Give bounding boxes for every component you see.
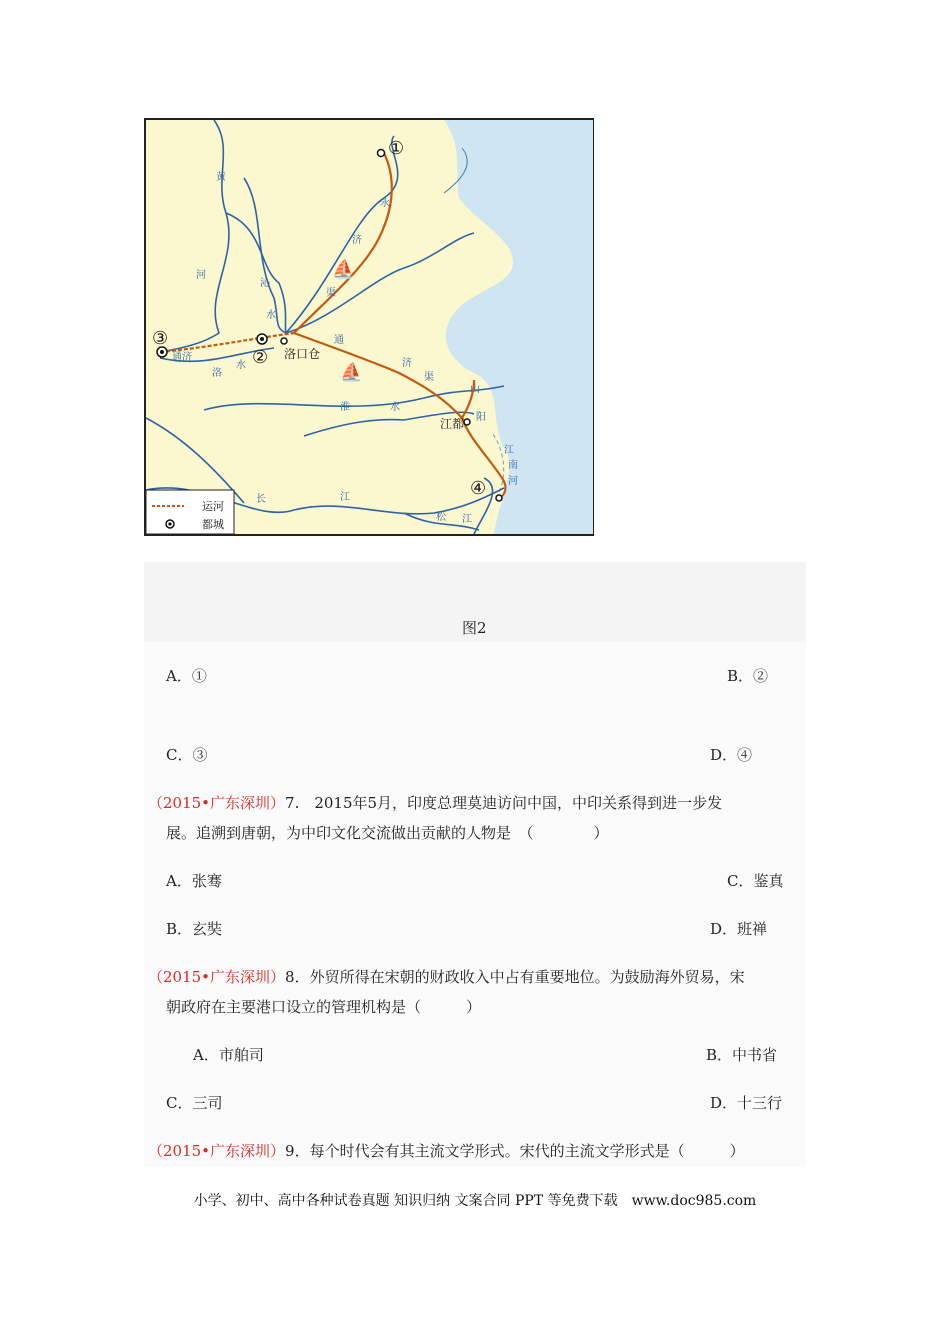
label-qu2: 渠 xyxy=(424,372,434,383)
label-ji1: 济 xyxy=(352,235,362,246)
point-marker xyxy=(378,150,385,157)
q7-option-b: B．玄奘 xyxy=(166,920,223,938)
label-he2: 河 xyxy=(508,476,518,487)
label-p2: ② xyxy=(252,347,269,368)
boat-icon: ⛵ xyxy=(340,362,363,383)
label-p4: ④ xyxy=(470,478,487,499)
label-qu1: 渠 xyxy=(326,288,336,299)
label-jiang3: 江 xyxy=(462,514,472,525)
point-marker xyxy=(496,495,502,501)
q7-stem-1: 7. 2015年5月，印度总理莫迪访问中国，中印关系得到进一步发 xyxy=(285,794,723,812)
legend-capital: 都城 xyxy=(202,518,224,531)
label-tongji: 通济 xyxy=(172,352,192,363)
q7-line1 xyxy=(148,793,722,813)
label-shui2: 水 xyxy=(236,360,246,371)
label-huang: 黄 xyxy=(216,172,226,183)
q8-option-b: B．中书省 xyxy=(706,1046,778,1064)
label-shui: 水 xyxy=(266,310,276,321)
grand-canal-map xyxy=(144,118,594,536)
q8-stem-2: 朝政府在主要港口设立的管理机构是（ ） xyxy=(166,998,482,1016)
point-marker xyxy=(281,338,287,344)
label-shan: 山 xyxy=(470,384,480,395)
label-chang: 长 xyxy=(256,494,266,505)
q8-option-d: D．十三行 xyxy=(710,1094,783,1112)
boat-icon: ⛵ xyxy=(332,259,355,280)
label-p1: ① xyxy=(388,138,405,159)
figure-caption: 图2 xyxy=(462,619,487,637)
question-panel xyxy=(144,562,806,1167)
q7-option-c: C．鉴真 xyxy=(727,872,784,890)
q8-option-a: A．市舶司 xyxy=(193,1046,264,1064)
page-footer: 小学、初中、高中各种试卷真题 知识归纳 文案合同 PPT 等免费下载 www.doc985.com xyxy=(193,1193,757,1209)
label-jiangdu: 江都 xyxy=(440,417,465,431)
label-shui3: 水 xyxy=(390,402,400,413)
q6-option-a: A．① xyxy=(166,667,207,685)
label-p3: ③ xyxy=(152,328,169,349)
q6-option-d: D．④ xyxy=(710,746,753,764)
q7-source: （2015•广东深圳） xyxy=(148,794,286,812)
label-luo: 洛 xyxy=(212,368,222,379)
label-he: 河 xyxy=(196,270,206,281)
q6-option-b: B．② xyxy=(727,667,769,685)
point-marker xyxy=(464,419,470,425)
label-song: 松 xyxy=(436,512,446,523)
q9-stem-1: 9．每个时代会有其主流文学形式。宋代的主流文学形式是（ ） xyxy=(285,1142,745,1160)
q7-stem-2: 展。追溯到唐朝，为中印文化交流做出贡献的人物是 （ ） xyxy=(166,824,609,842)
label-jiang: 江 xyxy=(504,445,514,456)
label-qin: 沁 xyxy=(260,278,270,289)
q8-source: （2015•广东深圳） xyxy=(148,968,286,986)
q7-option-a: A．张骞 xyxy=(166,872,222,890)
map-legend xyxy=(146,490,234,534)
label-ji2: 济 xyxy=(402,358,412,369)
q8-line1 xyxy=(148,967,745,987)
label-yong: 永 xyxy=(380,198,390,209)
legend-canal: 运河 xyxy=(202,500,224,513)
q7-option-d: D．班禅 xyxy=(710,920,768,938)
q8-stem-1: 8．外贸所得在宋朝的财政收入中占有重要地位。为鼓励海外贸易，宋 xyxy=(285,968,745,986)
label-nan: 南 xyxy=(508,460,518,471)
label-huai: 淮 xyxy=(340,402,350,413)
q6-option-c: C．③ xyxy=(166,746,208,764)
q9-line1 xyxy=(148,1141,745,1161)
label-tong1: 通 xyxy=(334,335,344,346)
q9-source: （2015•广东深圳） xyxy=(148,1142,286,1160)
label-yang: 阳 xyxy=(476,412,486,423)
q8-option-c: C．三司 xyxy=(166,1094,223,1112)
label-jiang2: 江 xyxy=(340,492,350,503)
label-luokoucang: 洛口仓 xyxy=(284,347,321,361)
